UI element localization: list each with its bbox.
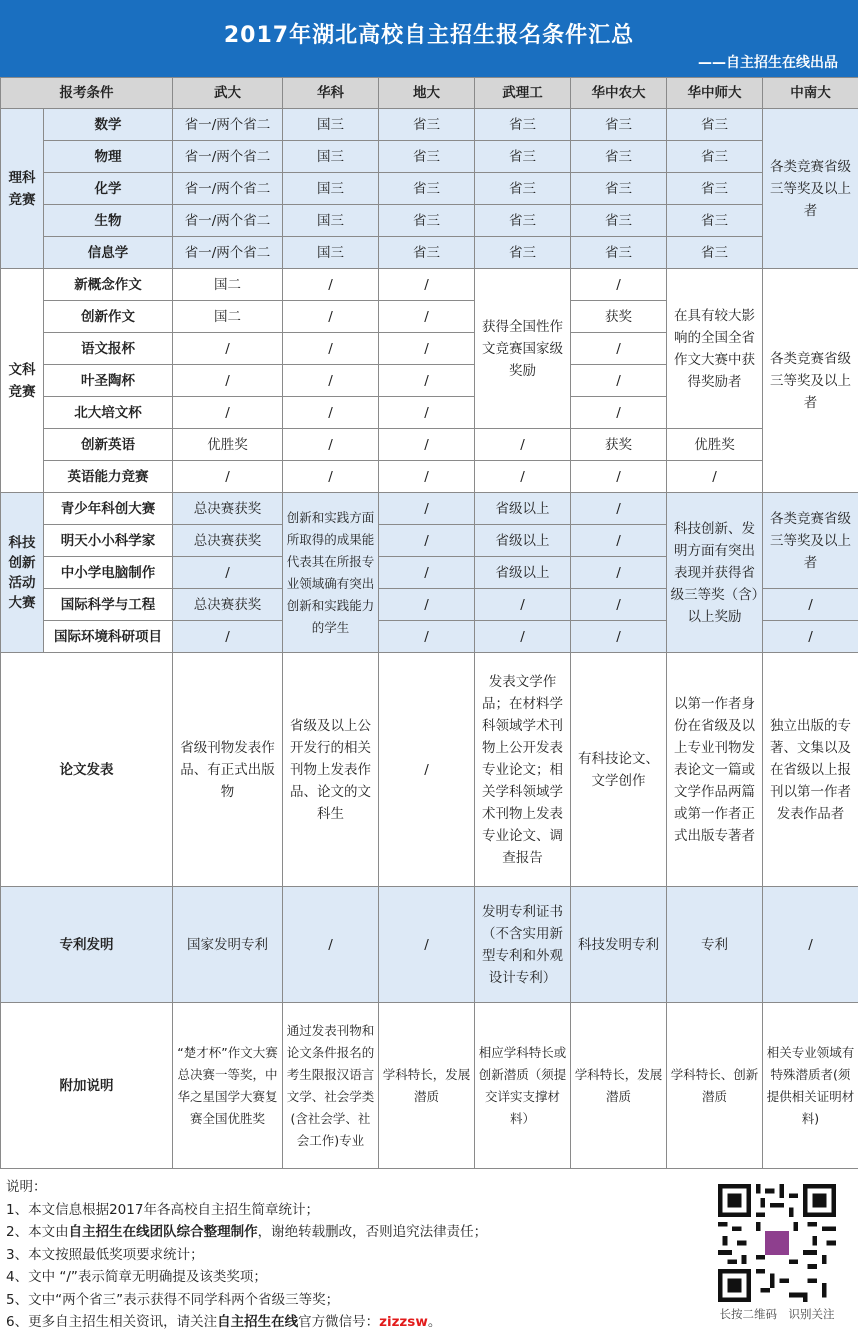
table-cell: 国二 xyxy=(173,269,283,301)
notes-list xyxy=(6,1176,487,1334)
table-cell: 总决赛获奖 xyxy=(173,589,283,621)
table-cell: 省三 xyxy=(475,205,571,237)
table-cell: 省三 xyxy=(571,237,667,269)
note-item: 3、本文按照最低奖项要求统计； xyxy=(6,1244,487,1267)
table-cell: 省三 xyxy=(379,237,475,269)
table-cell: 学科特长，发展潜质 xyxy=(379,1003,475,1169)
table-cell: 省三 xyxy=(379,109,475,141)
table-cell: 优胜奖 xyxy=(173,429,283,461)
table-cell: / xyxy=(763,621,858,653)
table-cell: / xyxy=(283,269,379,301)
table-cell: 各类竞赛省级三等奖及以上者 xyxy=(763,493,858,589)
table-cell: 各类竞赛省级三等奖及以上者 xyxy=(763,269,858,493)
category-label: 科技创新活动大赛 xyxy=(1,493,44,653)
table-cell: 省级以上 xyxy=(475,493,571,525)
table-row xyxy=(1,429,858,461)
table-row xyxy=(1,1003,858,1169)
item-label: 化学 xyxy=(44,173,173,205)
note-text: 。 xyxy=(428,1314,442,1330)
table-cell: 学科特长，发展潜质 xyxy=(571,1003,667,1169)
table-cell: / xyxy=(379,525,475,557)
table-cell: 获得全国性作文竞赛国家级奖励 xyxy=(475,269,571,429)
table-cell: 优胜奖 xyxy=(667,429,763,461)
table-cell: 有科技论文、文学创作 xyxy=(571,653,667,887)
table-cell: 科技创新、发明方面有突出表现并获得省级三等奖（含）以上奖励 xyxy=(667,493,763,653)
item-label: 北大培文杯 xyxy=(44,397,173,429)
table-cell: 国三 xyxy=(283,173,379,205)
table-cell: / xyxy=(379,365,475,397)
table-cell: / xyxy=(763,589,858,621)
table-cell: 国三 xyxy=(283,109,379,141)
item-label: 创新英语 xyxy=(44,429,173,461)
table-cell: 省级以上 xyxy=(475,557,571,589)
table-row xyxy=(1,887,858,1003)
item-label: 信息学 xyxy=(44,237,173,269)
table-cell: / xyxy=(571,365,667,397)
table-cell: 省三 xyxy=(571,109,667,141)
table-cell: “楚才杯”作文大赛总决赛一等奖，中华之星国学大赛复赛全国优胜奖 xyxy=(173,1003,283,1169)
conditions-table xyxy=(0,77,858,1169)
note-item: 4、文中 “/”表示简章无明确提及该类奖项； xyxy=(6,1266,487,1289)
page-title: 2017年湖北高校自主招生报名条件汇总 xyxy=(0,18,858,49)
item-label: 明天小小科学家 xyxy=(44,525,173,557)
item-label: 创新作文 xyxy=(44,301,173,333)
table-cell: 省三 xyxy=(571,141,667,173)
table-cell: / xyxy=(379,333,475,365)
qr-caption: 长按二维码 识别关注 xyxy=(712,1306,842,1322)
table-cell: 总决赛获奖 xyxy=(173,493,283,525)
table-cell: / xyxy=(283,333,379,365)
table-cell: 学科特长、创新潜质 xyxy=(667,1003,763,1169)
item-label: 中小学电脑制作 xyxy=(44,557,173,589)
table-cell: / xyxy=(379,589,475,621)
table-cell: 省三 xyxy=(379,205,475,237)
item-label: 英语能力竞赛 xyxy=(44,461,173,493)
note-item: 1、本文信息根据2017年各高校自主招生简章统计； xyxy=(6,1199,487,1222)
item-label: 专利发明 xyxy=(1,887,173,1003)
item-label: 物理 xyxy=(44,141,173,173)
table-cell: / xyxy=(571,493,667,525)
table-cell: 省三 xyxy=(667,205,763,237)
table-cell: / xyxy=(475,429,571,461)
table-cell: 独立出版的专著、文集以及在省级以上报刊以第一作者发表作品者 xyxy=(763,653,858,887)
table-cell: 科技发明专利 xyxy=(571,887,667,1003)
table-cell: 省三 xyxy=(571,173,667,205)
table-cell: 获奖 xyxy=(571,301,667,333)
column-header: 华中农大 xyxy=(571,78,667,109)
table-cell: / xyxy=(571,589,667,621)
table-cell: / xyxy=(173,397,283,429)
header-banner xyxy=(0,0,858,77)
table-cell: / xyxy=(379,397,475,429)
notes-heading: 说明： xyxy=(6,1176,487,1199)
table-cell: / xyxy=(475,461,571,493)
item-label: 附加说明 xyxy=(1,1003,173,1169)
table-row xyxy=(1,173,858,205)
table-cell: / xyxy=(571,621,667,653)
table-cell: 省三 xyxy=(379,141,475,173)
table-cell: 省级以上 xyxy=(475,525,571,557)
note-emphasis: 自主招生在线团队综合整理制作 xyxy=(69,1224,258,1240)
table-cell: / xyxy=(173,461,283,493)
table-cell: 省三 xyxy=(667,237,763,269)
table-cell: 省三 xyxy=(379,173,475,205)
table-cell: / xyxy=(173,621,283,653)
table-cell: / xyxy=(475,621,571,653)
table-cell: 创新和实践方面所取得的成果能代表其在所报专业领域确有突出创新和实践能力的学生 xyxy=(283,493,379,653)
table-cell: / xyxy=(379,887,475,1003)
table-cell: / xyxy=(571,461,667,493)
table-cell: / xyxy=(475,589,571,621)
page-subtitle: ——自主招生在线出品 xyxy=(698,52,838,72)
table-row xyxy=(1,461,858,493)
table-cell: / xyxy=(283,887,379,1003)
item-label: 青少年科创大赛 xyxy=(44,493,173,525)
column-header: 中南大 xyxy=(763,78,858,109)
table-cell: 相关专业领域有特殊潜质者(须提供相关证明材料) xyxy=(763,1003,858,1169)
table-cell: / xyxy=(571,557,667,589)
table-cell: / xyxy=(571,269,667,301)
table-cell: 省一/两个省二 xyxy=(173,173,283,205)
item-label: 国际科学与工程 xyxy=(44,589,173,621)
table-cell: 省三 xyxy=(667,173,763,205)
table-cell: 专利 xyxy=(667,887,763,1003)
table-cell: 省一/两个省二 xyxy=(173,109,283,141)
table-cell: / xyxy=(571,397,667,429)
table-cell: / xyxy=(667,461,763,493)
table-cell: 发明专利证书（不含实用新型专利和外观设计专利） xyxy=(475,887,571,1003)
table-cell: 省级及以上公开发行的相关刊物上发表作品、论文的文科生 xyxy=(283,653,379,887)
table-cell: / xyxy=(173,557,283,589)
table-cell: 发表文学作品；在材料学科领域学术刊物上公开发表专业论文；相关学科领域学术刊物上发表专业论文、调查报告 xyxy=(475,653,571,887)
table-row xyxy=(1,141,858,173)
table-cell: / xyxy=(379,301,475,333)
table-cell: / xyxy=(379,493,475,525)
table-cell: 国三 xyxy=(283,205,379,237)
table-row xyxy=(1,493,858,525)
table-cell: / xyxy=(379,621,475,653)
note-text: ，谢绝转载删改，否则追究法律责任； xyxy=(258,1224,488,1240)
table-cell: / xyxy=(379,557,475,589)
table-row xyxy=(1,653,858,887)
item-label: 国际环境科研项目 xyxy=(44,621,173,653)
table-cell: 省三 xyxy=(475,109,571,141)
table-cell: 获奖 xyxy=(571,429,667,461)
table-cell: 在具有较大影响的全国全省作文大赛中获得奖励者 xyxy=(667,269,763,429)
table-cell: / xyxy=(763,887,858,1003)
item-label: 论文发表 xyxy=(1,653,173,887)
table-cell: / xyxy=(283,301,379,333)
table-cell: 国三 xyxy=(283,141,379,173)
table-cell: 省三 xyxy=(475,173,571,205)
column-header: 武理工 xyxy=(475,78,571,109)
table-row xyxy=(1,269,858,301)
table-cell: 省一/两个省二 xyxy=(173,205,283,237)
table-cell: 省三 xyxy=(475,237,571,269)
qr-code-icon[interactable] xyxy=(718,1184,836,1302)
table-cell: / xyxy=(379,429,475,461)
table-row xyxy=(1,237,858,269)
item-label: 新概念作文 xyxy=(44,269,173,301)
table-cell: 省一/两个省二 xyxy=(173,237,283,269)
table-cell: 相应学科特长或创新潜质（须提交详实支撑材料） xyxy=(475,1003,571,1169)
table-cell: 省三 xyxy=(667,141,763,173)
note-text: 6、更多自主招生相关资讯，请关注 xyxy=(6,1314,217,1330)
header-row xyxy=(1,78,858,109)
table-row xyxy=(1,109,858,141)
column-header: 地大 xyxy=(379,78,475,109)
note-text: 2、本文由 xyxy=(6,1224,69,1240)
column-header: 报考条件 xyxy=(1,78,173,109)
table-cell: 省一/两个省二 xyxy=(173,141,283,173)
note-item xyxy=(6,1311,487,1334)
table-cell: / xyxy=(283,365,379,397)
table-cell: / xyxy=(379,461,475,493)
column-header: 华中师大 xyxy=(667,78,763,109)
table-cell: 省三 xyxy=(667,109,763,141)
table-cell: 国家发明专利 xyxy=(173,887,283,1003)
category-label: 理科竞赛 xyxy=(1,109,44,269)
table-cell: 通过发表刊物和论文条件报名的考生限报汉语言文学、社会学类(含社会学、社会工作)专业 xyxy=(283,1003,379,1169)
table-cell: / xyxy=(283,397,379,429)
table-cell: / xyxy=(379,653,475,887)
note-item xyxy=(6,1221,487,1244)
note-item: 5、文中“两个省三”表示获得不同学科两个省级三等奖； xyxy=(6,1289,487,1312)
table-cell: / xyxy=(173,333,283,365)
table-cell: 省三 xyxy=(475,141,571,173)
table-cell: 各类竞赛省级三等奖及以上者 xyxy=(763,109,858,269)
table-row xyxy=(1,205,858,237)
table-cell: 以第一作者身份在省级及以上专业刊物发表论文一篇或文学作品两篇或第一作者正式出版专著者 xyxy=(667,653,763,887)
wechat-id: zizzsw xyxy=(379,1314,428,1330)
item-label: 数学 xyxy=(44,109,173,141)
table-cell: 省级刊物发表作品、有正式出版物 xyxy=(173,653,283,887)
note-text: 官方微信号： xyxy=(298,1314,379,1330)
table-cell: / xyxy=(379,269,475,301)
table-cell: / xyxy=(283,461,379,493)
table-cell: / xyxy=(571,333,667,365)
column-header: 武大 xyxy=(173,78,283,109)
footer-notes xyxy=(0,1170,858,1333)
table-cell: / xyxy=(571,525,667,557)
category-label: 文科竞赛 xyxy=(1,269,44,493)
table-cell: 省三 xyxy=(571,205,667,237)
item-label: 叶圣陶杯 xyxy=(44,365,173,397)
table-cell: 国二 xyxy=(173,301,283,333)
column-header: 华科 xyxy=(283,78,379,109)
table-cell: / xyxy=(173,365,283,397)
table-cell: 总决赛获奖 xyxy=(173,525,283,557)
table-cell: / xyxy=(283,429,379,461)
item-label: 生物 xyxy=(44,205,173,237)
note-emphasis: 自主招生在线 xyxy=(217,1314,298,1330)
table-cell: 国三 xyxy=(283,237,379,269)
item-label: 语文报杯 xyxy=(44,333,173,365)
